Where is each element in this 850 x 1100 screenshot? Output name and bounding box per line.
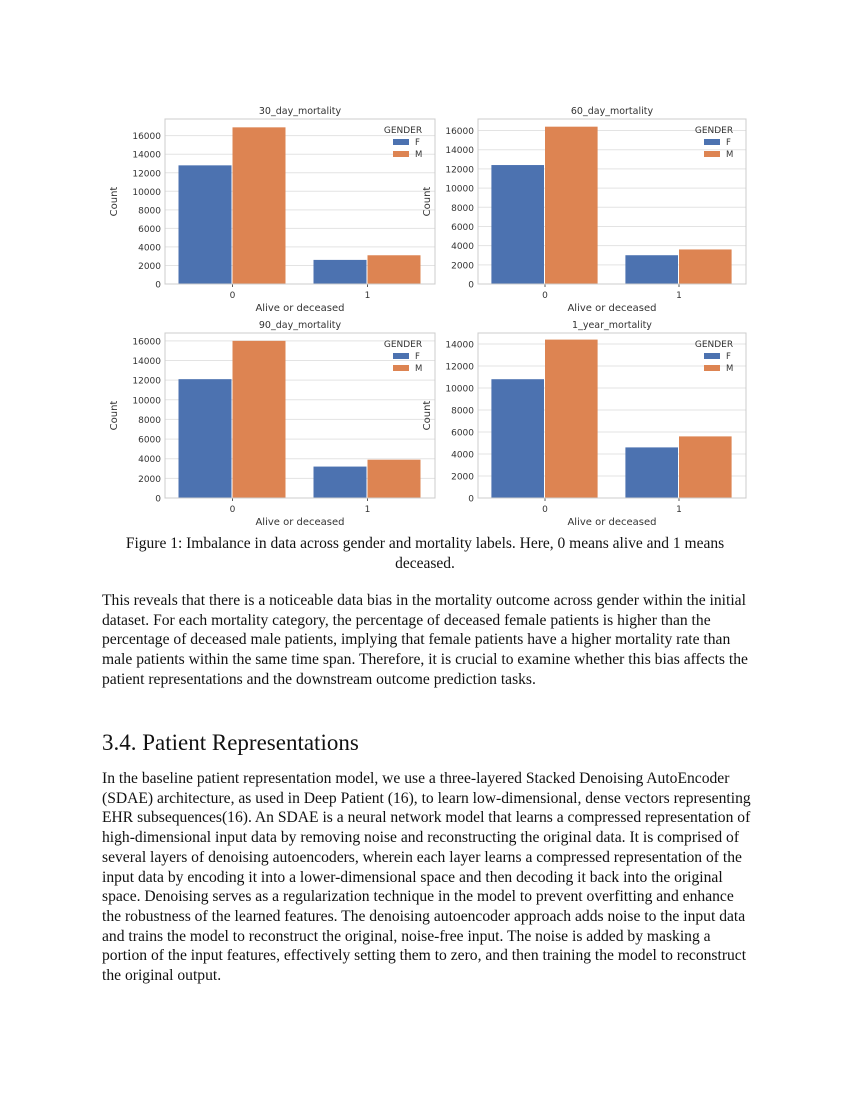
y-axis-label: Count — [422, 186, 433, 217]
y-tick-label: 2000 — [451, 261, 474, 272]
x-tick-label: 0 — [229, 505, 236, 515]
legend-swatch-m — [393, 151, 409, 157]
chart-title: 1_year_mortality — [572, 320, 652, 331]
mortality-charts-figure — [100, 100, 760, 530]
x-axis-label: Alive or deceased — [255, 517, 345, 528]
legend-label-f: F — [415, 138, 420, 148]
x-axis-label: Alive or deceased — [255, 303, 345, 314]
chart-panel-2 — [422, 106, 746, 314]
y-tick-label: 4000 — [451, 450, 474, 461]
legend-title: GENDER — [694, 340, 734, 350]
y-axis-label: Count — [422, 400, 433, 431]
x-tick-label: 0 — [542, 505, 548, 515]
legend-label-f: F — [415, 352, 420, 362]
y-tick-label: 6000 — [138, 224, 161, 235]
y-tick-label: 4000 — [451, 242, 474, 253]
legend-label-f: F — [726, 138, 731, 148]
legend-label-m: M — [415, 364, 423, 374]
y-tick-label: 0 — [155, 280, 161, 291]
y-tick-label: 12000 — [445, 165, 474, 176]
y-tick-label: 6000 — [451, 428, 474, 439]
bar-m-0 — [233, 127, 286, 284]
y-tick-label: 4000 — [138, 455, 161, 466]
bar-m-1 — [368, 460, 421, 498]
x-tick-label: 1 — [676, 505, 682, 515]
y-tick-label: 10000 — [445, 384, 474, 395]
y-tick-label: 14000 — [445, 146, 474, 157]
bar-m-0 — [233, 341, 286, 498]
chart-title: 30_day_mortality — [258, 106, 342, 117]
y-tick-label: 14000 — [132, 150, 161, 161]
x-axis-label: Alive or deceased — [567, 303, 657, 314]
legend-swatch-m — [704, 151, 720, 157]
legend-label-m: M — [726, 364, 734, 374]
section-heading: 3.4. Patient Representations — [102, 730, 359, 755]
bar-f-1 — [314, 260, 367, 284]
y-tick-label: 2000 — [451, 472, 474, 483]
x-tick-label: 0 — [542, 291, 548, 301]
bar-f-1 — [314, 467, 367, 498]
bar-m-1 — [679, 249, 732, 284]
legend-label-f: F — [726, 352, 731, 362]
legend-title: GENDER — [383, 340, 423, 350]
legend-swatch-f — [704, 353, 720, 359]
y-tick-label: 10000 — [445, 184, 474, 195]
y-tick-label: 12000 — [132, 376, 161, 387]
bar-f-0 — [179, 379, 232, 498]
y-tick-label: 0 — [468, 280, 474, 291]
y-tick-label: 10000 — [132, 187, 161, 198]
body-paragraph-1: This reveals that there is a noticeable data bias in the mortality outcome across gender within the initial dataset. For each mortality category, the percentage of deceased female patients is higher than the percentage of deceased male patients, implying that female patients have a higher mortality rate than male patients within the same time span. Therefore, it is crucial to examine whether this bias affects the patient representations and the downstream outcome prediction tasks. — [102, 592, 748, 688]
bar-m-1 — [679, 436, 732, 498]
bar-f-1 — [625, 447, 678, 498]
y-tick-label: 12000 — [132, 169, 161, 180]
y-axis-label: Count — [109, 186, 120, 217]
x-tick-label: 1 — [364, 291, 371, 301]
x-tick-label: 1 — [676, 291, 682, 301]
legend-title: GENDER — [694, 126, 734, 136]
y-tick-label: 10000 — [132, 396, 161, 407]
legend-swatch-m — [393, 365, 409, 371]
legend-swatch-f — [393, 353, 409, 359]
y-tick-label: 8000 — [451, 406, 474, 417]
y-tick-label: 8000 — [138, 206, 161, 217]
y-tick-label: 14000 — [445, 340, 474, 351]
y-tick-label: 2000 — [138, 474, 161, 485]
x-tick-label: 0 — [229, 291, 236, 301]
legend-swatch-f — [393, 139, 409, 145]
chart-panel-4 — [422, 320, 746, 528]
bar-m-1 — [368, 255, 421, 284]
chart-panel-1 — [109, 106, 435, 314]
chart-panel-3 — [109, 320, 435, 528]
y-tick-label: 0 — [155, 494, 161, 505]
y-tick-label: 0 — [468, 494, 474, 505]
y-tick-label: 16000 — [132, 132, 161, 143]
chart-title: 90_day_mortality — [258, 320, 342, 331]
bar-f-0 — [179, 165, 232, 284]
y-tick-label: 14000 — [132, 357, 161, 367]
bar-f-0 — [491, 379, 544, 498]
figure-1 — [100, 100, 760, 530]
y-tick-label: 8000 — [138, 415, 161, 426]
y-tick-label: 6000 — [451, 222, 474, 233]
y-tick-label: 2000 — [138, 261, 161, 272]
y-tick-label: 16000 — [445, 127, 474, 138]
figure-caption: Figure 1: Imbalance in data across gender and mortality labels. Here, 0 means alive and 1 means deceased. — [125, 535, 725, 572]
y-tick-label: 4000 — [138, 243, 161, 254]
bar-f-1 — [625, 255, 678, 284]
y-tick-label: 16000 — [132, 337, 161, 348]
y-tick-label: 12000 — [445, 362, 474, 373]
x-tick-label: 1 — [364, 505, 371, 515]
bar-f-0 — [491, 165, 544, 284]
legend-label-m: M — [415, 150, 423, 160]
y-tick-label: 8000 — [451, 203, 474, 214]
body-paragraph-2: In the baseline patient representation model, we use a three-layered Stacked Denoising AutoEncoder (SDAE) architecture, as used in Deep Patient (16), to learn low-dimensional, dense vectors representing EHR subsequences(16). An SDAE is a neural network model that learns a compressed representation of high-dimensional input data by removing noise and reconstructing the original data. It is comprised of several layers of denoising autoencoders, wherein each layer learns a compressed representation of the input data by encoding it into a lower-dimensional space and then decoding it back into the original space. Denoising serves as a regularization technique in the model to prevent overfitting and enhance the robustness of the learned features. The denoising autoencoder approach adds noise to the input data and trains the model to reconstruct the original, noise-free input. The noise is added by masking a portion of the input features, effectively setting them to zero, and then training the model to reconstruct the original output. — [102, 770, 751, 985]
legend-title: GENDER — [383, 126, 423, 136]
bar-m-0 — [545, 127, 598, 284]
y-axis-label: Count — [109, 400, 120, 431]
legend-swatch-f — [704, 139, 720, 145]
legend-label-m: M — [726, 150, 734, 160]
x-axis-label: Alive or deceased — [567, 517, 657, 528]
bar-m-0 — [545, 340, 598, 498]
y-tick-label: 6000 — [138, 435, 161, 446]
chart-title: 60_day_mortality — [570, 106, 654, 117]
legend-swatch-m — [704, 365, 720, 371]
